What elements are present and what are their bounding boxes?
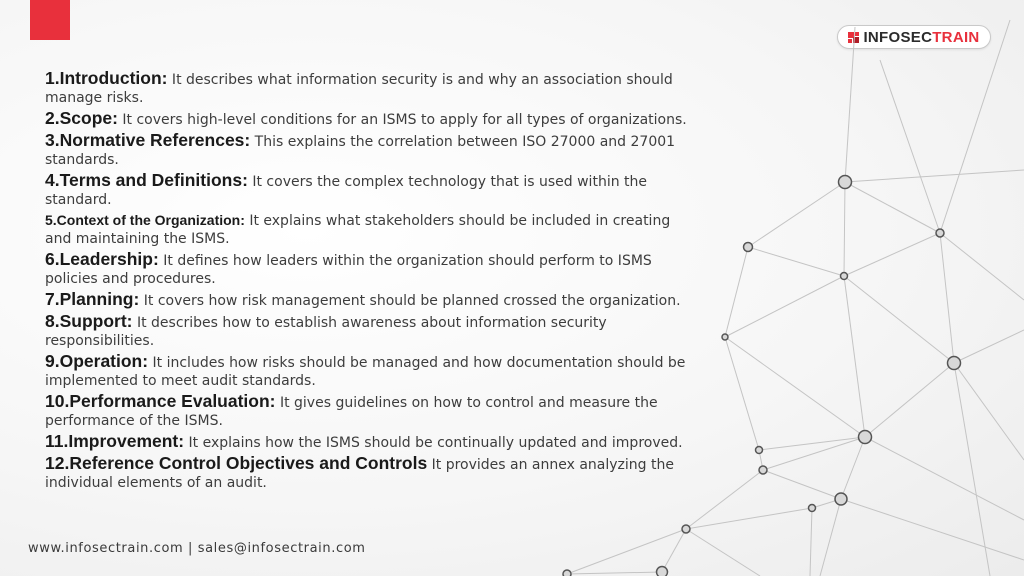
list-item: 7.Planning: It covers how risk management should be planned crossed the organization. <box>45 289 681 309</box>
list-item: 3.Normative References: This explains the correlation between ISO 27000 and 27001 standards. <box>45 130 676 168</box>
logo-text: INFOSECTRAIN <box>863 28 980 46</box>
list-item: 11.Improvement: It explains how the ISMS should be continually updated and improved. <box>45 431 683 451</box>
red-corner-accent <box>30 0 70 40</box>
isms-clauses-list <box>45 69 695 494</box>
list-item: 12.Reference Control Objectives and Controls It provides an annex analyzing the individual elements of an audit. <box>45 453 674 491</box>
list-item: 9.Operation: It includes how risks should be managed and how documentation should be implemented to meet audit standards. <box>45 351 686 389</box>
footer-contact: www.infosectrain.com | sales@infosectrain.com <box>28 541 366 556</box>
list-item: 6.Leadership: It defines how leaders within the organization should perform to ISMS policies and procedures. <box>45 249 652 287</box>
list-item: 5.Context of the Organization: It explains what stakeholders should be included in creating and maintaining the ISMS. <box>45 212 671 247</box>
list-item: 4.Terms and Definitions: It covers the complex technology that is used within the standard. <box>45 170 648 208</box>
list-item: 2.Scope: It covers high-level conditions for an ISMS to apply for all types of organizations. <box>45 108 687 128</box>
list-item: 1.Introduction: It describes what information security is and why an association should manage risks. <box>45 68 673 106</box>
list-item: 8.Support: It describes how to establish awareness about information security responsibilities. <box>45 311 607 349</box>
list-item: 10.Performance Evaluation: It gives guidelines on how to control and measure the performance of the ISMS. <box>45 391 658 429</box>
